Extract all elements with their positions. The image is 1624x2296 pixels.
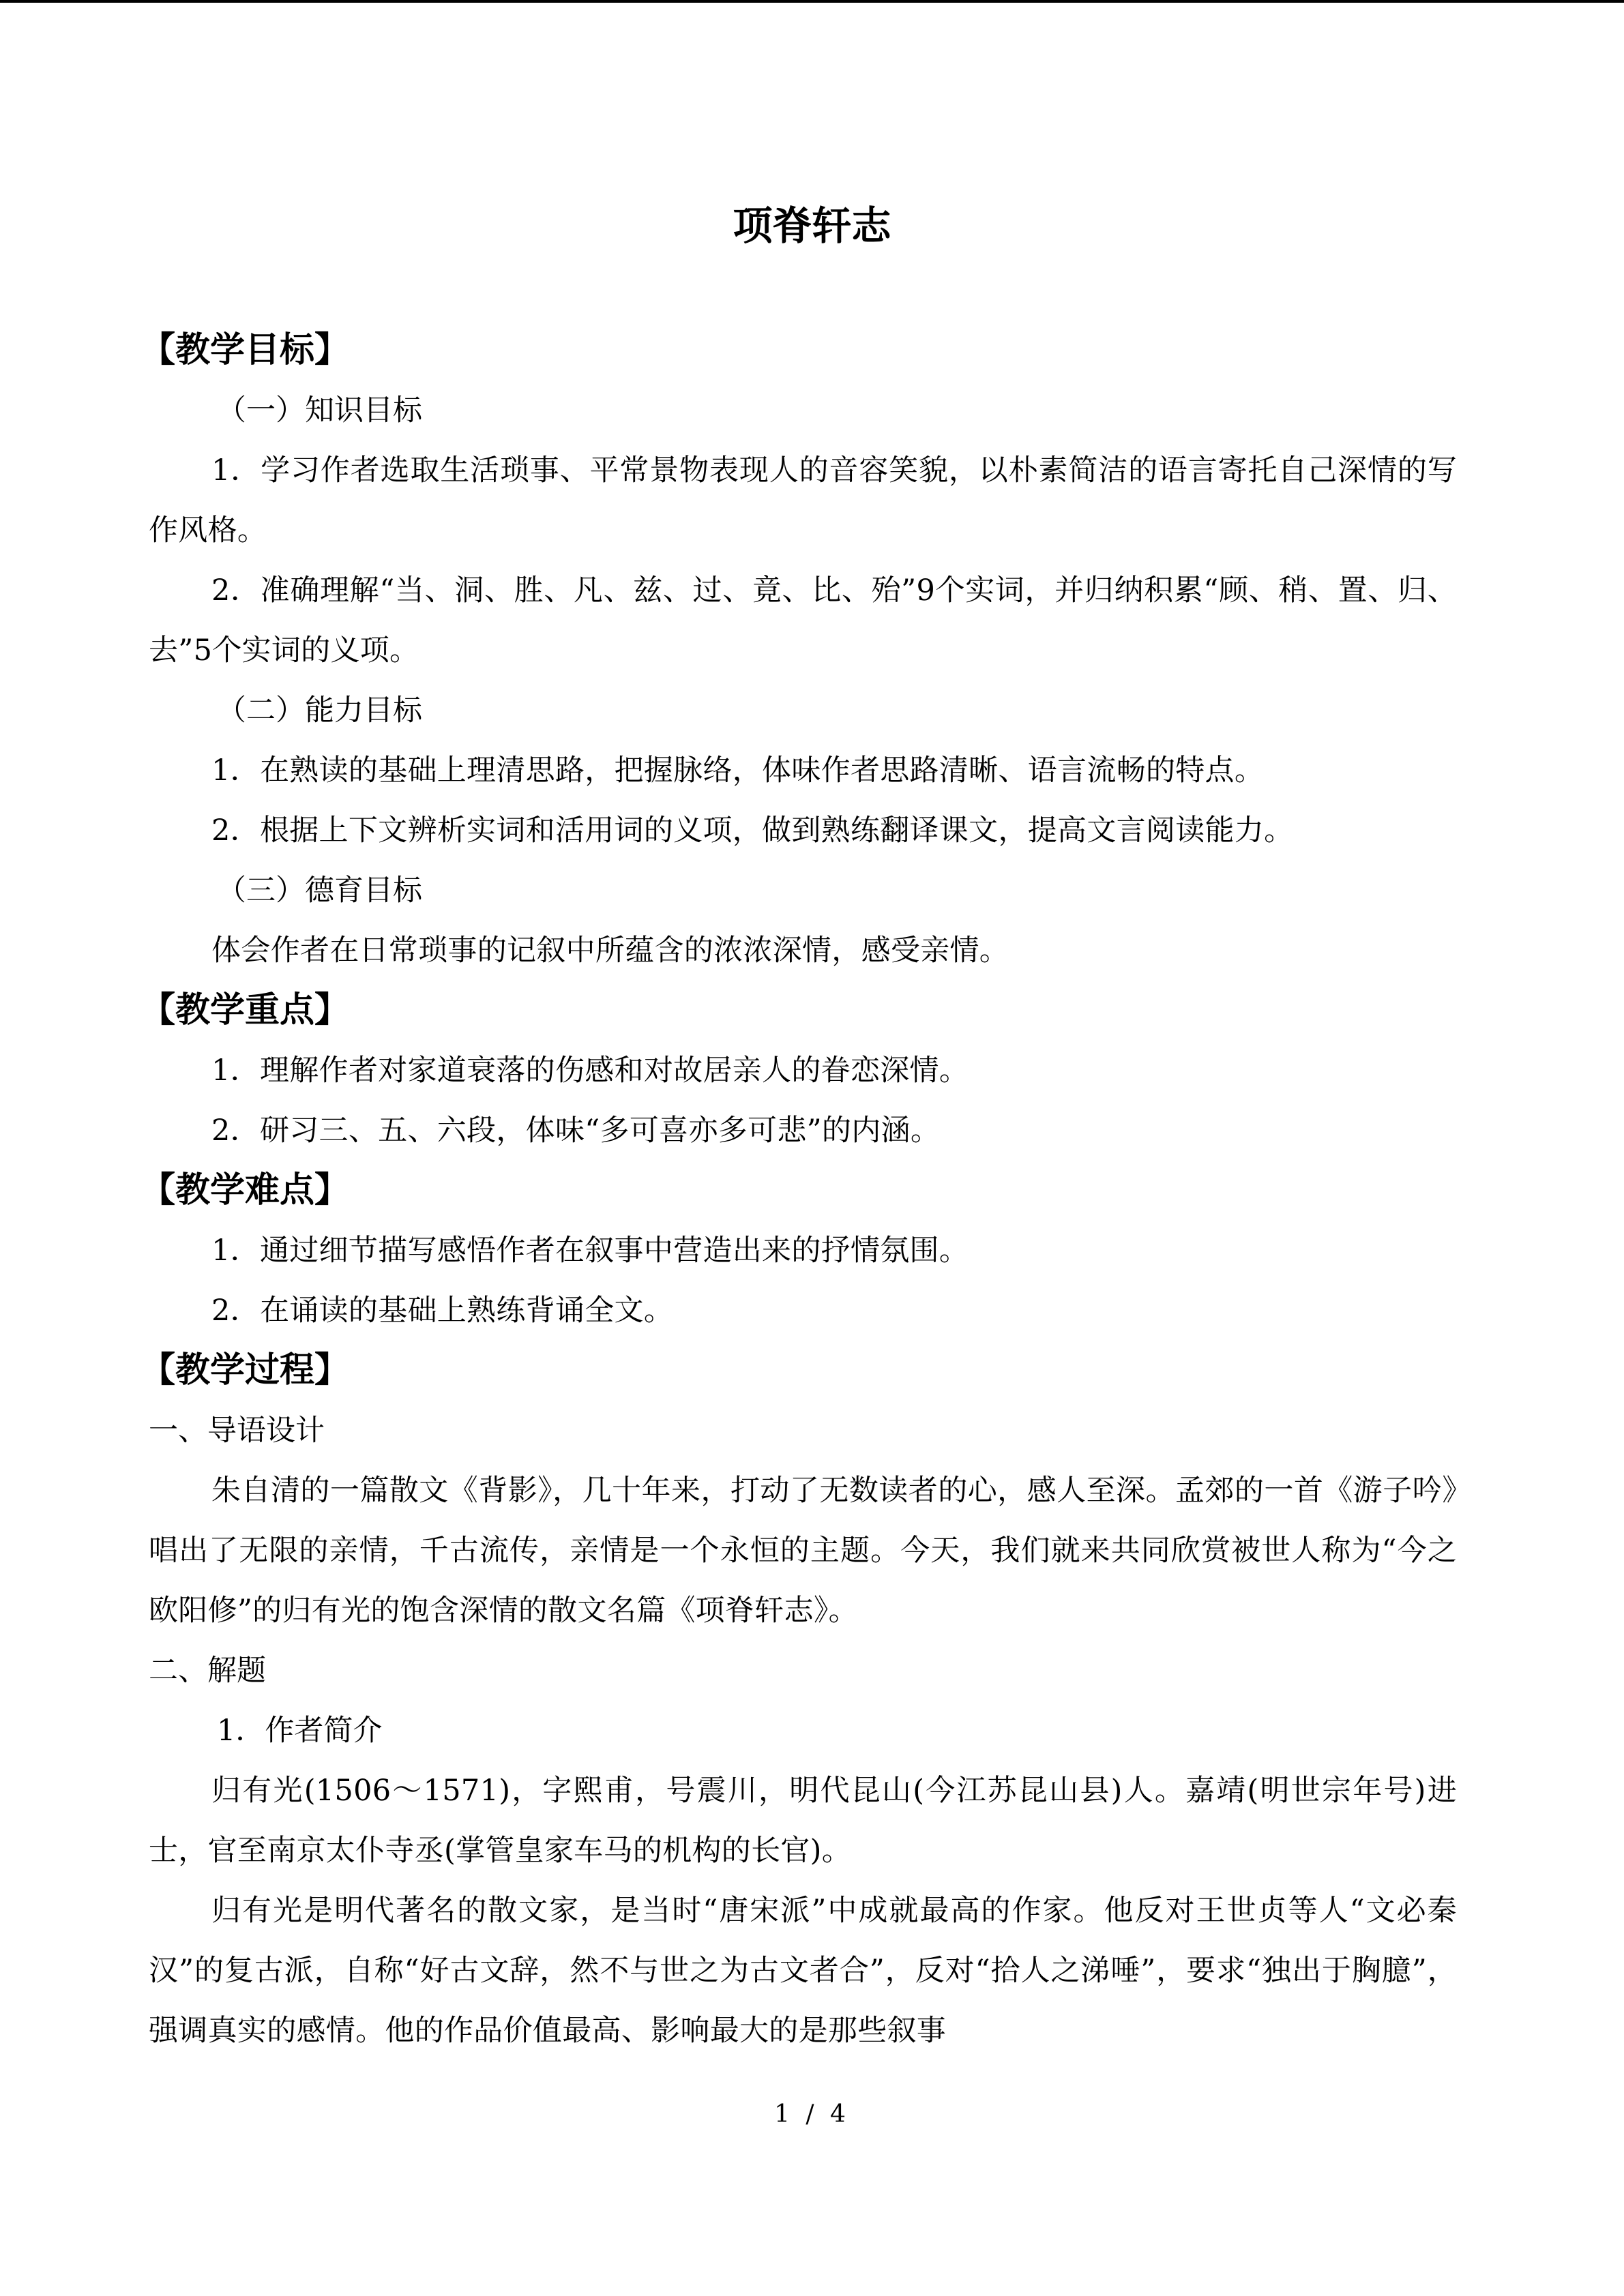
key-point-item: 2．研习三、五、六段，体味“多可喜亦多可悲”的内涵。: [211, 1114, 941, 1148]
author-paragraph: 归有光是明代著名的散文家，是当时“唐宋派”中成就最高的作家。他反对王世贞等人“文必秦汉”的复古派，自称“好古文辞，然不与世之为古文者合”，反对“拾人之涕唾”，要求“独出于胸臆”，强调真实的感情。他的作品价值最高、影响最大的是那些叙事: [149, 1894, 1457, 2048]
document-body: [141, 320, 1457, 2061]
moral-goal-text: 体会作者在日常琐事的记叙中所蕴含的浓浓深情，感受亲情。: [211, 934, 1009, 968]
subheading-moral-goals: （三）德育目标: [217, 874, 422, 908]
subheading-ability-goals: （二）能力目标: [217, 694, 422, 728]
page-number: 1 / 4: [774, 2100, 850, 2128]
ability-goal-item: 2．根据上下文辨析实词和活用词的义项，做到熟练翻译课文，提高文言阅读能力。: [211, 814, 1294, 848]
key-point-item: 1．理解作者对家道衰落的伤感和对故居亲人的眷恋深情。: [211, 1054, 969, 1088]
subheading-knowledge-goals: （一）知识目标: [217, 393, 422, 428]
knowledge-goal-item: 1．学习作者选取生活琐事、平常景物表现人的音容笑貌，以朴素简洁的语言寄托自己深情的写作风格。: [149, 453, 1457, 548]
section-heading-difficulties: 【教学难点】: [141, 1170, 350, 1210]
section-heading-objectives: 【教学目标】: [141, 330, 350, 370]
knowledge-goal-item: 2．准确理解“当、洞、胜、凡、兹、过、竟、比、殆”9个实词，并归纳积累“顾、稍、置、归、去”5个实词的义项。: [149, 573, 1457, 668]
introduction-paragraph: 朱自清的一篇散文《背影》，几十年来，打动了无数读者的心，感人至深。孟郊的一首《游子吟》唱出了无限的亲情，千古流传，亲情是一个永恒的主题。今天，我们就来共同欣赏被世人称为“今之欧阳修”的归有光的饱含深情的散文名篇《项脊轩志》。: [149, 1474, 1457, 1628]
section-heading-key-points: 【教学重点】: [141, 990, 350, 1030]
top-border-line: [0, 0, 1624, 3]
part-heading-title-explanation: 二、解题: [149, 1654, 266, 1688]
ability-goal-item: 1．在熟读的基础上理清思路，把握脉络，体味作者思路清晰、语言流畅的特点。: [211, 754, 1265, 788]
difficulty-item: 1．通过细节描写感悟作者在叙事中营造出来的抒情氛围。: [211, 1234, 969, 1268]
section-heading-process: 【教学过程】: [141, 1350, 350, 1390]
part-heading-introduction: 一、导语设计: [149, 1414, 325, 1448]
subheading-author-intro: 1．作者简介: [217, 1714, 383, 1748]
document-title: 项脊轩志: [733, 203, 891, 249]
author-paragraph: 归有光(1506～1571)，字熙甫，号震川，明代昆山(今江苏昆山县)人。嘉靖(明世宗年号)进士，官至南京太仆寺丞(掌管皇家车马的机构的长官)。: [149, 1774, 1457, 1868]
difficulty-item: 2．在诵读的基础上熟练背诵全文。: [211, 1294, 674, 1328]
